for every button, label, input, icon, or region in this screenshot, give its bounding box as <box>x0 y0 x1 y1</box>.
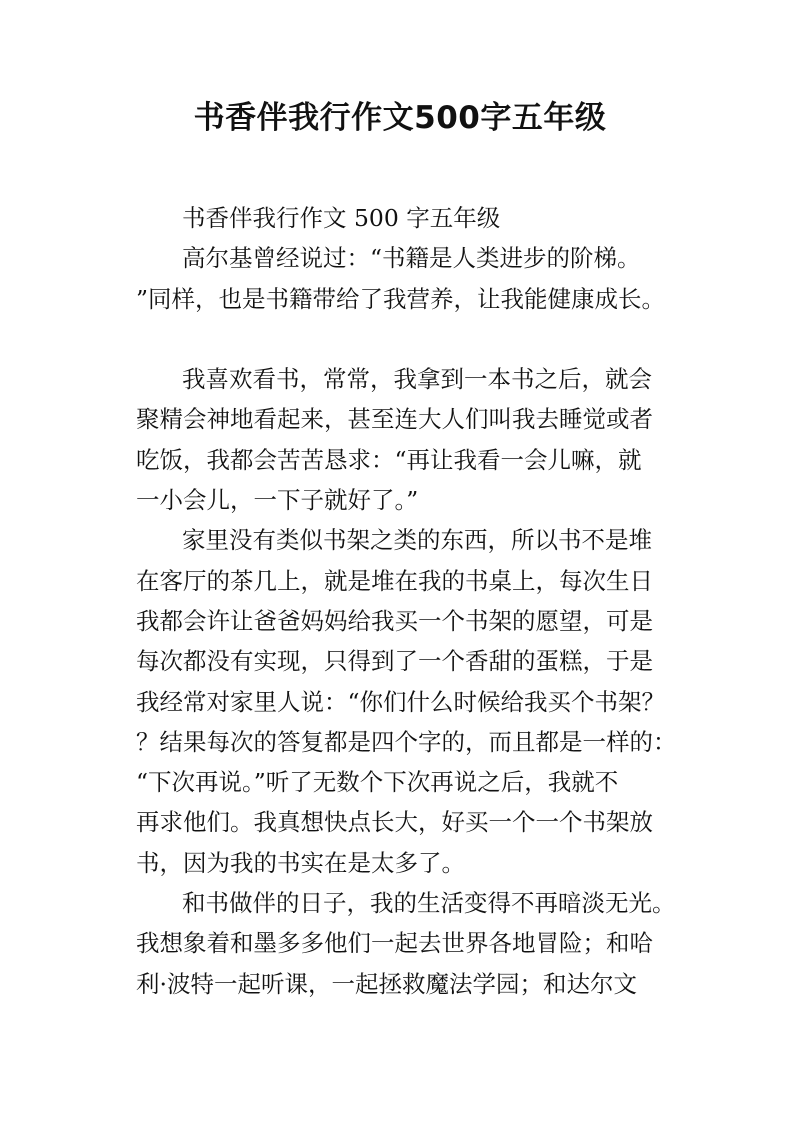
paragraph-2-line-1: 我喜欢看书，常常，我拿到一本书之后，就会 <box>182 365 652 394</box>
paragraph-4-line-2: 我想象着和墨多多他们一起去世界各地冒险；和哈 <box>136 929 653 958</box>
paragraph-4-line-3: 利·波特一起听课，一起拯救魔法学园；和达尔文 <box>136 969 637 998</box>
paragraph-1-line-1: 高尔基曾经说过：“书籍是人类进步的阶梯。 <box>182 244 641 273</box>
paragraph-3-line-1: 家里没有类似书架之类的东西，所以书不是堆 <box>182 526 652 555</box>
paragraph-3-line-9: 书，因为我的书实在是太多了。 <box>136 848 465 877</box>
document-title: 书香伴我行作文500字五年级 <box>193 100 607 136</box>
paragraph-gap <box>136 319 696 359</box>
paragraph-3-line-5: 我经常对家里人说：“你们什么时候给我买个书架？ <box>136 687 666 716</box>
paragraph-3-line-6: ？结果每次的答复都是四个字的，而且都是一样的： <box>136 727 677 756</box>
paragraph-3-line-8: 再求他们。我真想快点长大，好买一个一个书架放 <box>136 808 653 837</box>
paragraph-2-line-3: 吃饭，我都会苦苦恳求：“再让我看一会儿嘛，就 <box>136 445 642 474</box>
paragraph-3-line-4: 每次都没有实现，只得到了一个香甜的蛋糕，于是 <box>136 647 653 676</box>
paragraph-2-line-2: 聚精会神地看起来，甚至连大人们叫我去睡觉或者 <box>136 405 653 434</box>
paragraph-3-line-2: 在客厅的茶几上，就是堆在我的书桌上，每次生日 <box>136 566 653 595</box>
subtitle-line: 书香伴我行作文 500 字五年级 <box>182 204 501 232</box>
document-body <box>136 198 696 1004</box>
paragraph-3-line-3: 我都会许让爸爸妈妈给我买一个书架的愿望，可是 <box>136 606 653 635</box>
paragraph-2-line-4: 一小会儿，一下子就好了。” <box>136 486 419 515</box>
paragraph-1-line-2: ”同样，也是书籍带给了我营养，让我能健康成长。 <box>136 284 666 313</box>
paragraph-4-line-1: 和书做伴的日子，我的生活变得不再暗淡无光。 <box>182 889 676 918</box>
paragraph-3-line-7: “下次再说。”听了无数个下次再说之后，我就不 <box>136 768 619 797</box>
